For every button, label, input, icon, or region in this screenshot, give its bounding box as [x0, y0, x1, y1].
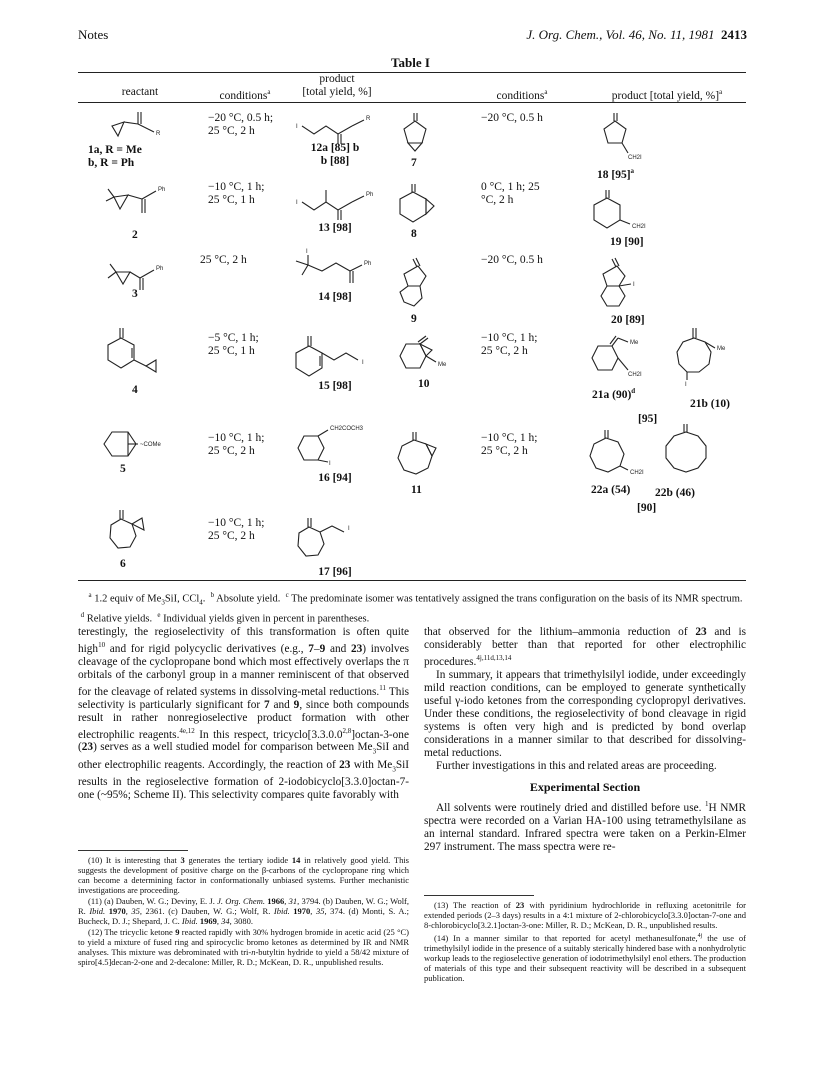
product-yield-22: [90]	[637, 502, 657, 514]
svg-text:Me: Me	[717, 346, 726, 352]
reactant-label-4: 4	[132, 384, 138, 396]
svg-text:I: I	[685, 382, 687, 388]
table-title: Table I	[391, 55, 430, 70]
structure-22b	[660, 424, 720, 484]
reactant-label-3: 3	[132, 288, 138, 300]
svg-text:R: R	[366, 116, 371, 122]
structure-8-norcaranone	[398, 184, 438, 230]
col-head-reactant: reactant	[121, 86, 159, 98]
product-label-14: 14 [98]	[318, 291, 352, 303]
product-label-22a: 22a (54)	[591, 484, 631, 496]
svg-text:Me: Me	[438, 362, 447, 368]
table-footnotes: $^a$ 1.2 equiv of $Me_3SiI$, CCl$_4$. $^b$ Absolute yield. $^c$ The predominate isomer was tentatively assigned the trans configuration on the basis of its NMR spectrum. $^d$ Relative yields. $^e$ Individual yields given in percent in parentheses.	[78, 591, 743, 625]
product-label-20: 20 [89]	[611, 314, 645, 326]
reactant-label-9: 9	[411, 313, 417, 325]
structure-5-norcarane-ketone	[100, 430, 180, 460]
structure-1-cyclopropyl-ketone	[108, 112, 168, 142]
product-yield-21: [95]	[638, 413, 658, 425]
product-label-21a: 21a $(90)^d$	[592, 387, 636, 401]
left-column-text: terestingly, the regioselectivity of this transformation is often quite high$^{10}$ and for rigid polycyclic derivatives (e.g., 7–9 and 23) involves cleavage of the cyclopropane bond which most effectively overlaps the π orbitals of the carbonyl group in a manner reminiscent of that observed for the cleavage of related systems in dissolving-metal reductions.$^{11}$ This selectivity is particularly significant for 7 and 9, since both compounds result in rather nonregioselective product formation with other electrophilic reagents.$^{4e,12}$ In this respect, tricyclo[3.3.0.0$^{2,8}$]octan-3-one (23) serves as a well studied model for comparison between $Me_3SiI$ and other electrophilic reagents. Accordingly, the reaction of 23 with $Me_3SiI$ results in the regioselective formation of 2-iodobicyclo[3.3.0]octan-7-one (~95%; Scheme II). This selectivity compares quite favorably with	[78, 626, 409, 801]
structure-22a	[588, 430, 658, 480]
product-label-13: 13 [98]	[318, 222, 352, 234]
structure-16-iodide	[294, 424, 384, 467]
reactant-label-7: 7	[411, 157, 417, 169]
conditions-1: −20 °C, 0.5 h; 25 °C, 2 h	[208, 112, 274, 137]
product-label-15: 15 [98]	[318, 380, 352, 392]
svg-text:Ph: Ph	[366, 192, 374, 198]
svg-text:CH2I: CH2I	[628, 155, 642, 161]
structure-10-methyl-tricyclic-ketone	[396, 336, 456, 376]
structure-13-iodoketone	[296, 188, 376, 218]
conditions-3: 25 °C, 2 h	[200, 254, 247, 266]
structure-14-tertiary-iodide	[296, 247, 376, 287]
conditions-2: −10 °C, 1 h; 25 °C, 1 h	[208, 181, 265, 206]
product-label-22b: 22b (46)	[655, 487, 695, 499]
svg-text:I: I	[296, 124, 298, 130]
conditions-9: −20 °C, 0.5 h	[481, 254, 543, 266]
right-references	[424, 900, 746, 984]
svg-text:Ph: Ph	[364, 261, 372, 267]
svg-text:I: I	[633, 282, 635, 288]
conditions-11: −10 °C, 1 h; 25 °C, 2 h	[481, 432, 538, 457]
svg-text:~COMe: ~COMe	[140, 442, 161, 448]
structure-7-bicyclohexanone	[398, 113, 438, 153]
structure-6-spiro-ketone	[108, 510, 158, 554]
structure-21b	[675, 328, 735, 388]
structure-3-cyclopropyl-ketone	[110, 262, 170, 292]
structure-19-iodomethyl-cyclohexanone	[592, 190, 672, 234]
structure-20-spiro-iodide	[595, 258, 655, 308]
product-label-12: 12a [85] b b [88]	[310, 142, 360, 167]
col-head-product: product [total yield, %]	[302, 73, 372, 98]
reactant-label-5: 5	[120, 463, 126, 475]
table-top-rule	[78, 72, 746, 73]
product-label-17: 17 [96]	[318, 566, 352, 578]
structure-9-tricyclic-ketone	[396, 258, 440, 308]
structure-12-iodoketone	[296, 114, 376, 140]
conditions-10: −10 °C, 1 h; 25 °C, 2 h	[481, 332, 538, 357]
structure-17-iodide	[296, 518, 376, 562]
svg-text:I: I	[362, 360, 364, 366]
svg-text:CH2COCH3: CH2COCH3	[330, 426, 364, 432]
structure-21a	[588, 334, 658, 380]
running-head-journal: J. Org. Chem., Vol. 46, No. 11, 1981 2413	[526, 27, 747, 42]
reactant-label-11: 11	[411, 484, 422, 496]
conditions-8: 0 °C, 1 h; 25 °C, 2 h	[481, 181, 540, 206]
col-head-product-2: product [total yield, %]$^a$	[611, 88, 723, 102]
svg-text:Ph: Ph	[156, 266, 164, 272]
structure-18-iodomethyl-cyclopentanone	[598, 113, 658, 159]
svg-text:I: I	[348, 526, 350, 532]
reactant-label-10: 10	[418, 378, 430, 390]
structure-15-iodide	[290, 336, 380, 380]
right-column-text: that observed for the lithium–ammonia reduction of 23 and is considerably better than that reported for other electrophilic procedures.$^{4j,11d,13,14}$ In summary, it appears that trimethylsilyl iodide, under exceedingly mild reaction conditions, can be employed to generate synthetically useful γ-iodo ketones from the corresponding cyclopropyl derivatives. Under these conditions, the regioselectivity of bond cleavage in rigid systems is often very high and is predicted by bond overlap considerations in a manner similar to that described for dissolving-metal reductions. Further investigations in this and related areas are proceeding. Experimental Section All solvents were routinely dried and distilled before use. $^1$H NMR spectra were recorded on a Varian HA-100 using tetramethylsilane as an internal standard. Infrared spectra were taken on a Perkin-Elmer 297 instrument. The mass spectra were re-	[424, 626, 746, 853]
svg-text:Ph: Ph	[158, 187, 166, 193]
svg-text:I: I	[329, 461, 331, 467]
col-head-conditions: conditions$^a$	[219, 88, 271, 102]
structure-2-dimethylcyclopropyl-ketone	[110, 185, 170, 225]
conditions-4: −5 °C, 1 h; 25 °C, 1 h	[208, 332, 259, 357]
reference-13: (13) The reaction of 23 with pyridinium hydrochloride in refluxing acetonitrile for extended periods (2–3 days) results in a 4:1 mixture of 2-chlorobicyclo[3.3.0]octan-7-one and 8-chlorobicyclo[3.2.1]octan-3-one: Miller, R. D.; McKean, D. R., unpublished results.	[424, 900, 746, 930]
product-label-19: 19 [90]	[610, 236, 644, 248]
product-label-18: 18 $[95]^a$	[597, 167, 635, 181]
svg-text:R: R	[156, 131, 161, 137]
reactant-label-8: 8	[411, 228, 417, 240]
section-heading-experimental: Experimental Section	[529, 779, 641, 794]
conditions-5: −10 °C, 1 h; 25 °C, 2 h	[208, 432, 265, 457]
reference-10: (10) It is interesting that 3 generates the tertiary iodide 14 in relatively good yield. This suggests the development of positive charge on the β-carbons of the cyclopropane ring which can become a determining factor in conformationally unbiased systems. Further mechanistic investigations are proceeding.	[78, 855, 409, 895]
conditions-6: −10 °C, 1 h; 25 °C, 2 h	[208, 517, 265, 542]
reference-12: (12) The tricyclic ketone 9 reacted rapidly with 30% hydrogen bromide in acetic acid (25 °C) to yield a mixture of fused ring and spirocyclic bromo ketones as determined by IR and NMR analyses. This mixture was debrominated with tri-n-butyltin hydride to yield a 58/42 mixture of spiro[4.5]decan-2-one and 2-decalone: Miller, R. D.; McKean, D. R., unpublished results.	[78, 927, 409, 967]
reference-14: (14) In a manner similar to that reported for acetyl methanesulfonate,$^{4j}$ the use of trimethylsilyl iodide in the presence of a suitably sterically hindered base with a nonhydrolytic workup leads to the regioselective generation of iodotrimethylsilyl enol ethers. The production of materials of this type and their subsequent reactivity will be described in a subsequent publication.	[424, 932, 747, 983]
left-references	[78, 855, 409, 968]
svg-text:Me: Me	[630, 340, 639, 346]
svg-text:CH2I: CH2I	[628, 372, 642, 378]
reactant-label-6: 6	[120, 558, 126, 570]
svg-text:I: I	[306, 249, 308, 255]
structure-4-cyclohexenone	[98, 328, 158, 378]
reactant-label-1: 1a, R = Me b, R = Ph	[88, 144, 142, 169]
product-label-16: 16 [94]	[318, 472, 352, 484]
running-head-section: Notes	[78, 27, 109, 42]
structure-11-cycloheptanone-fused	[396, 432, 436, 482]
reference-11: (11) (a) Dauben, W. G.; Deviny, E. J. J. Org. Chem. 1966, 31, 3794. (b) Dauben, W. G.; Wolf, R. Ibid. 1970, 35, 2361. (c) Dauben, W. G.; Wolf, R. Ibid. 1970, 35, 374. (d) Monti, S. A.; Bucheck, D. J.; Shepard, J. C. Ibid. 1969, 34, 3080.	[78, 896, 410, 926]
conditions-7: −20 °C, 0.5 h	[481, 112, 543, 124]
table-bottom-rule	[78, 580, 746, 581]
svg-text:CH2I: CH2I	[630, 470, 644, 476]
svg-text:CH2I: CH2I	[632, 224, 646, 230]
product-label-21b: 21b (10)	[690, 398, 730, 410]
reactant-label-2: 2	[132, 229, 138, 241]
svg-text:I: I	[296, 200, 298, 206]
col-head-conditions-2: conditions$^a$	[496, 88, 548, 102]
